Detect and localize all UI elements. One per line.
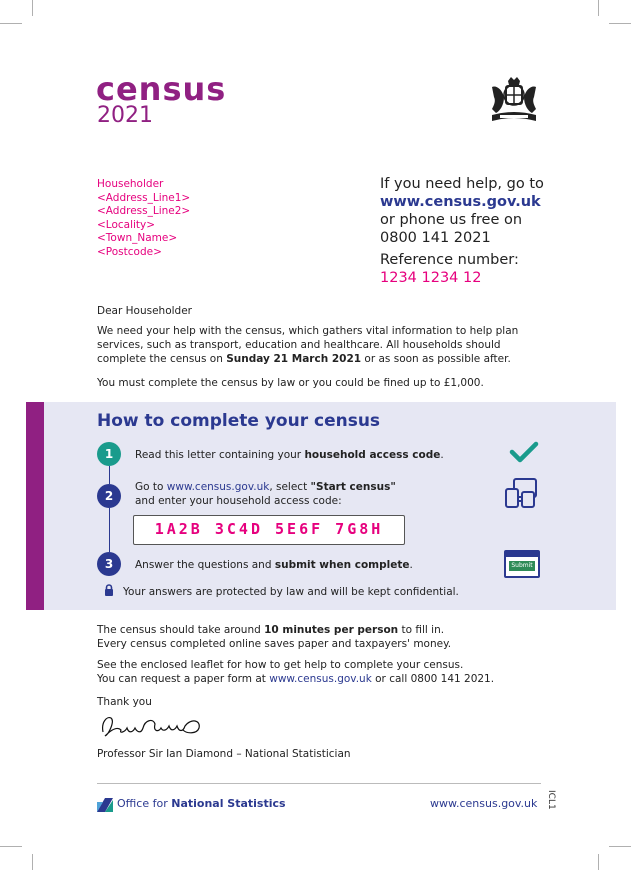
ons-name-part: Office for bbox=[117, 797, 172, 810]
reference-number: 1234 1234 12 bbox=[380, 270, 482, 286]
step-connector bbox=[109, 466, 110, 484]
census-url-link[interactable]: www.census.gov.uk bbox=[166, 481, 270, 493]
signature-image bbox=[97, 712, 207, 742]
step-text: . bbox=[440, 449, 444, 461]
step-connector bbox=[109, 508, 110, 552]
step-text: Answer the questions and bbox=[135, 559, 275, 571]
form-code: ICL1 bbox=[546, 790, 556, 810]
crop-mark bbox=[0, 23, 22, 24]
ons-name bbox=[117, 797, 286, 810]
crop-mark bbox=[609, 846, 631, 847]
closing-text: to fill in. bbox=[398, 624, 445, 636]
closing-text: Every census completed online saves paper and taxpayers' money. bbox=[97, 638, 452, 650]
household-access-code: 1A2B 3C4D 5E6F 7G8H bbox=[154, 520, 384, 538]
step-2-text bbox=[135, 480, 475, 508]
closing-text: You can request a paper form at bbox=[97, 673, 270, 685]
panel-accent-bar bbox=[26, 402, 44, 610]
step-3-number: 3 bbox=[97, 552, 121, 576]
help-url-link[interactable]: www.census.gov.uk bbox=[380, 194, 541, 210]
duration-bold: 10 minutes per person bbox=[264, 624, 399, 636]
checkmark-icon bbox=[509, 440, 539, 464]
crop-mark bbox=[609, 23, 631, 24]
lock-icon bbox=[104, 584, 114, 596]
step-text: and enter your household access code: bbox=[135, 495, 342, 507]
paper-form-link[interactable]: www.census.gov.uk bbox=[269, 673, 372, 685]
access-code-box bbox=[133, 515, 405, 545]
how-to-title: How to complete your census bbox=[97, 411, 381, 431]
duration-paragraph bbox=[97, 623, 537, 651]
step-text: Go to bbox=[135, 481, 167, 493]
privacy-notice: Your answers are protected by law and will be kept confidential. bbox=[123, 586, 459, 598]
window-titlebar bbox=[506, 552, 538, 557]
recipient-address bbox=[97, 178, 190, 260]
step-3-text bbox=[135, 558, 413, 572]
address-line: <Town_Name> bbox=[97, 232, 178, 245]
help-line: or phone us free on bbox=[380, 212, 523, 228]
ons-logo-icon bbox=[97, 796, 113, 812]
address-line: <Locality> bbox=[97, 218, 156, 231]
census-logo-year: 2021 bbox=[97, 103, 153, 128]
submit-mini-button: Submit bbox=[509, 561, 535, 571]
closing-text: or call 0800 141 2021. bbox=[371, 673, 495, 685]
step-bold: "Start census" bbox=[310, 481, 396, 493]
legal-notice: You must complete the census by law or you could be fined up to £1,000. bbox=[97, 377, 484, 389]
greeting: Dear Householder bbox=[97, 305, 192, 317]
step-1-number: 1 bbox=[97, 442, 121, 466]
footer-url-link[interactable]: www.census.gov.uk bbox=[430, 797, 538, 810]
census-date: Sunday 21 March 2021 bbox=[226, 353, 362, 365]
step-text: , select bbox=[269, 481, 311, 493]
step-text: . bbox=[409, 559, 413, 571]
address-line: <Postcode> bbox=[97, 245, 162, 258]
closing-text: The census should take around bbox=[97, 624, 265, 636]
intro-text-end: or as soon as possible after. bbox=[361, 353, 511, 365]
coat-of-arms-icon bbox=[486, 75, 542, 123]
crop-mark bbox=[598, 0, 599, 16]
help-line: If you need help, go to bbox=[380, 176, 544, 192]
reference-label: Reference number: bbox=[380, 252, 519, 268]
step-text: Read this letter containing your bbox=[135, 449, 305, 461]
address-line: <Address_Line1> bbox=[97, 191, 191, 204]
census-logo: census bbox=[96, 70, 227, 108]
crop-mark bbox=[598, 854, 599, 870]
crop-mark bbox=[32, 0, 33, 16]
thank-you: Thank you bbox=[97, 696, 152, 708]
step-1-text bbox=[135, 448, 444, 462]
closing-text: See the enclosed leaflet for how to get help to complete your census. bbox=[97, 659, 464, 671]
step-2-number: 2 bbox=[97, 484, 121, 508]
step-bold: household access code bbox=[304, 449, 441, 461]
footer-divider bbox=[97, 783, 541, 784]
help-paragraph bbox=[97, 658, 537, 686]
signatory: Professor Sir Ian Diamond – National Statistician bbox=[97, 748, 351, 760]
help-phone: 0800 141 2021 bbox=[380, 230, 491, 246]
help-info bbox=[380, 175, 544, 287]
address-line: Householder bbox=[97, 178, 164, 190]
submit-window-icon bbox=[504, 550, 540, 578]
step-bold: submit when complete bbox=[274, 559, 410, 571]
intro-paragraph bbox=[97, 324, 537, 366]
ons-name-bold: National Statistics bbox=[171, 797, 286, 810]
crop-mark bbox=[0, 846, 22, 847]
devices-icon bbox=[502, 476, 542, 510]
address-line: <Address_Line2> bbox=[97, 205, 191, 218]
intro-text: We need your help with the census, which gathers vital information to help plan services, such as transport, education and healthcare. All households should complete the census on bbox=[97, 325, 519, 365]
crop-mark bbox=[32, 854, 33, 870]
